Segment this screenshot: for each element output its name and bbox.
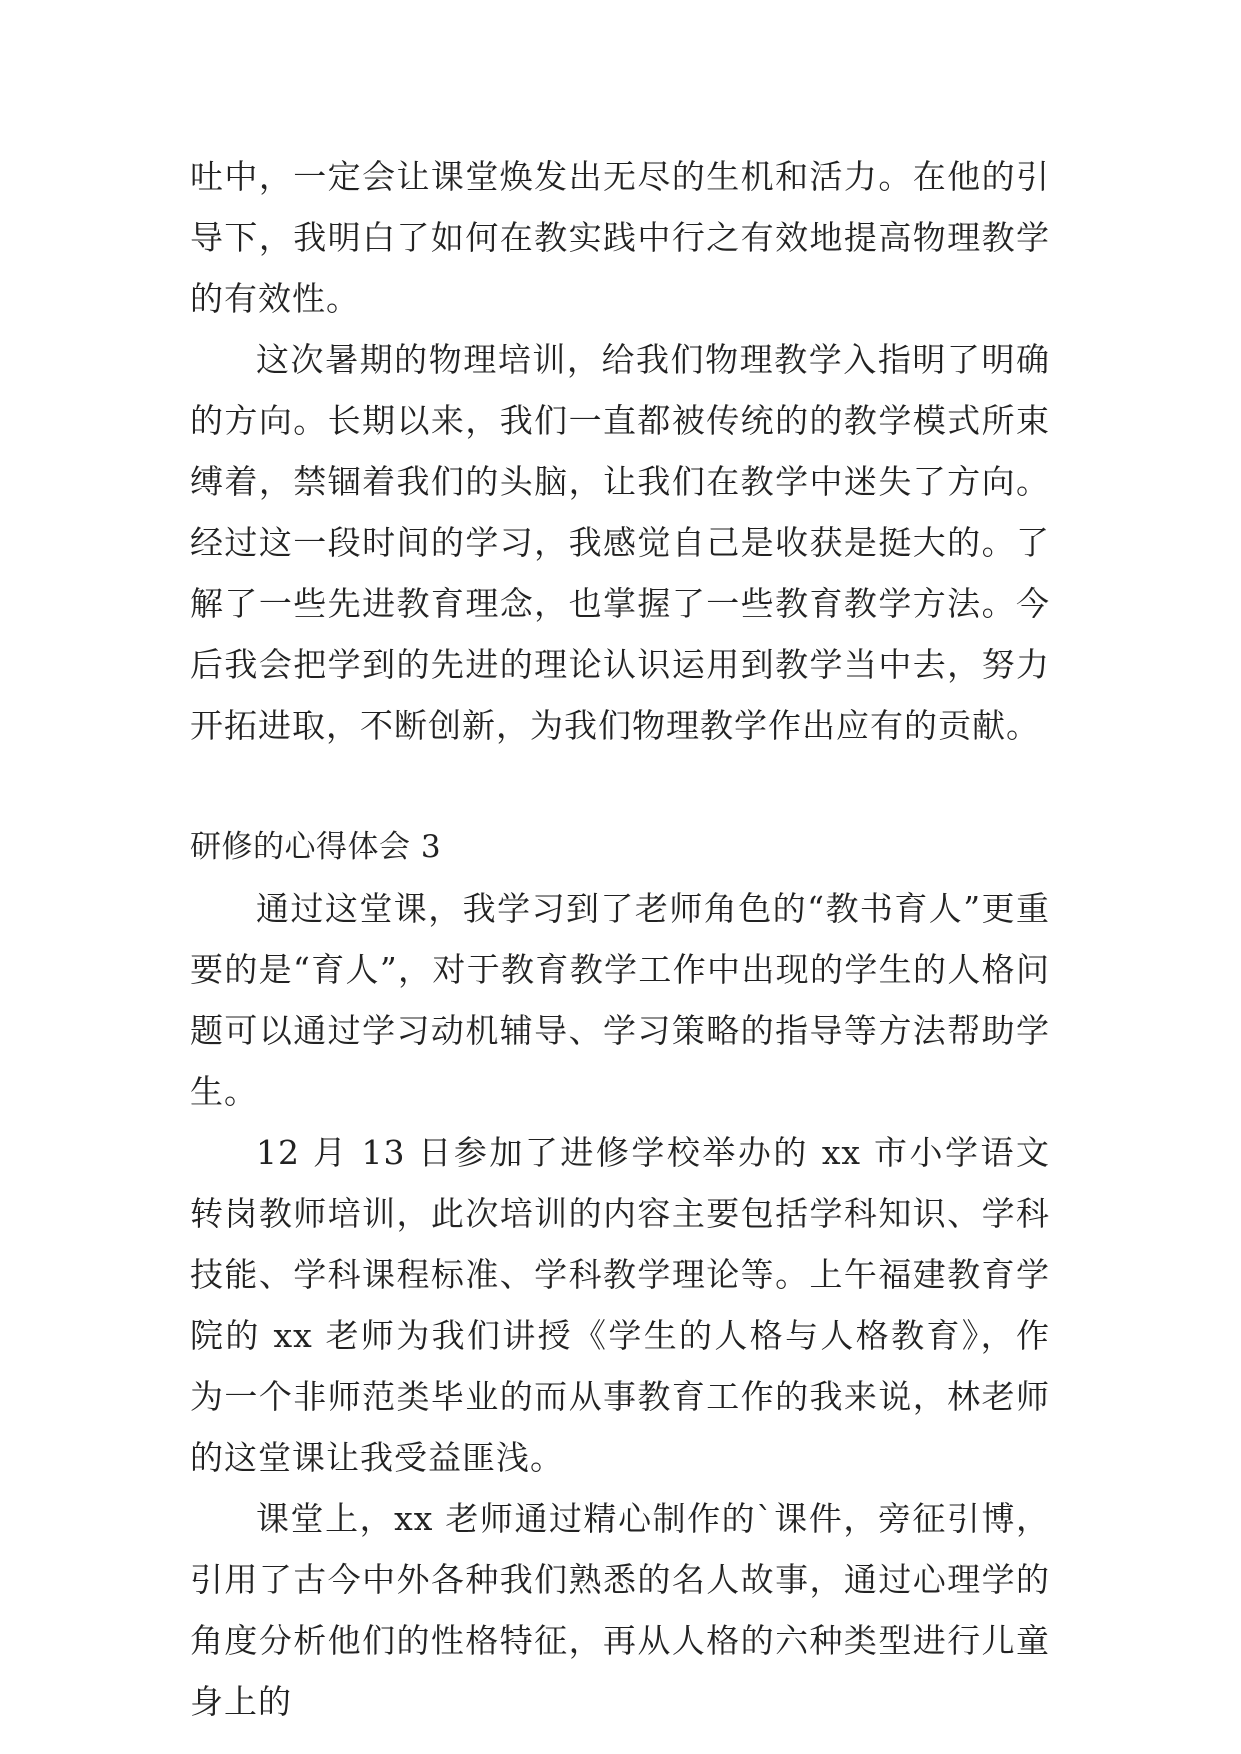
paragraph-teaching-role: 通过这堂课，我学习到了老师角色的“教书育人”更重要的是“育人”，对于教育教学工作中出现的学生的人格问题可以通过学习动机辅导、学习策略的指导等方法帮助学生。	[190, 889, 1050, 1111]
document-body	[190, 146, 1050, 1732]
paragraph-physics-training: 这次暑期的物理培训，给我们物理教学入指明了明确的方向。长期以来，我们一直都被传统的的教学模式所束缚着，禁锢着我们的头脑，让我们在教学中迷失了方向。经过这一段时间的学习，我感觉自己是收获是挺大的。了解了一些先进教育理念，也掌握了一些教育教学方法。今后我会把学到的先进的理论认识运用到教学当中去，努力开拓进取，不断创新，为我们物理教学作出应有的贡献。	[190, 340, 1050, 745]
section-heading: 研修的心得体会 3	[190, 829, 442, 865]
paragraph-classroom: 课堂上，xx 老师通过精心制作的`课件，旁征引博，引用了古今中外各种我们熟悉的名人故事，通过心理学的角度分析他们的性格特征，再从人格的六种类型进行儿童身上的	[190, 1499, 1050, 1721]
paragraph-continuation: 吐中，一定会让课堂焕发出无尽的生机和活力。在他的引导下，我明白了如何在教实践中行之有效地提高物理教学的有效性。	[190, 157, 1050, 318]
paragraph-training-date: 12 月 13 日参加了进修学校举办的 xx 市小学语文转岗教师培训，此次培训的内容主要包括学科知识、学科技能、学科课程标准、学科教学理论等。上午福建教育学院的 xx 老师为我们讲授《学生的人格与人格教育》，作为一个非师范类毕业的而从事教育工作的我来说，林老师的这堂课让我受益匪浅。	[190, 1133, 1050, 1477]
